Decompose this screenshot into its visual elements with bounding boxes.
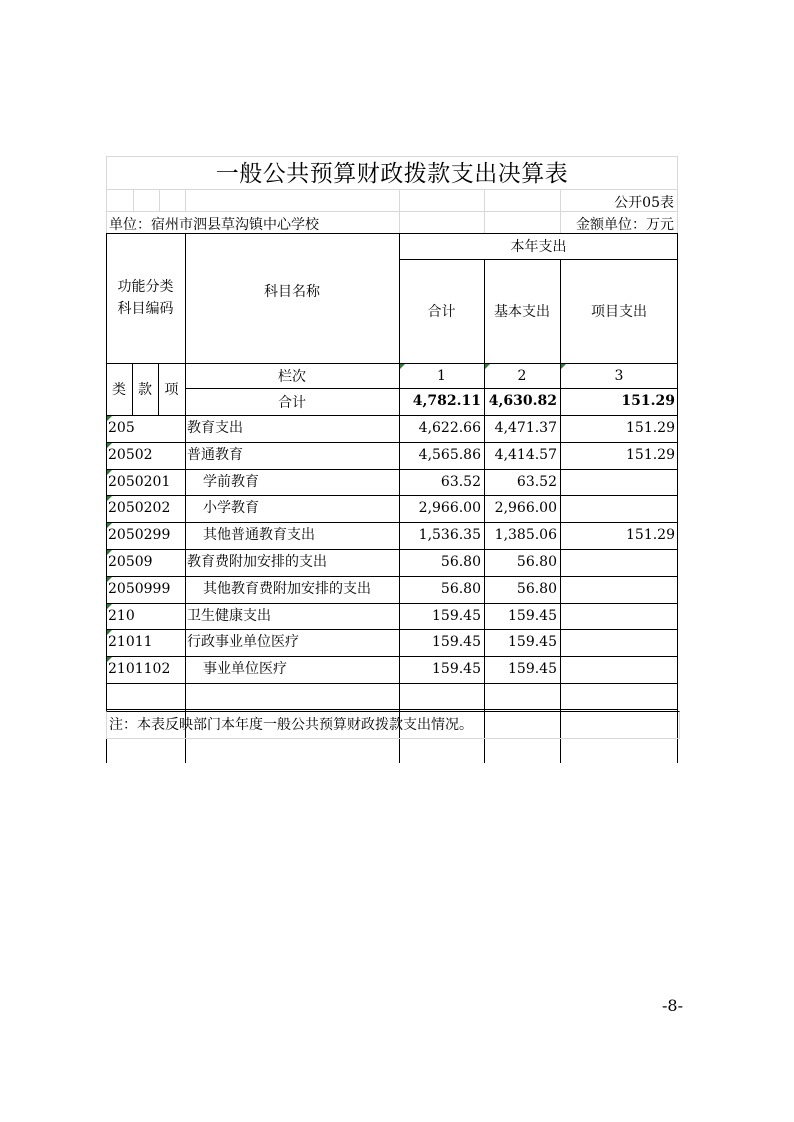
cell-marker-icon: [107, 657, 112, 662]
cell-marker-icon: [107, 443, 112, 448]
table-code: 公开05表: [614, 195, 674, 211]
row-code: 20509: [108, 554, 153, 570]
row-basic: 56.80: [516, 554, 557, 570]
table-note: 注：本表反映部门本年度一般公共预算财政拨款支出情况。: [106, 711, 680, 739]
grid-divider: [399, 190, 400, 211]
row-basic: 63.52: [516, 473, 557, 490]
xiang-header: 项: [164, 382, 179, 398]
grid-divider: [399, 212, 400, 233]
row-subject-name: 小学教育: [203, 500, 259, 517]
row-code: 2050299: [108, 527, 171, 544]
row-basic: 159.45: [508, 607, 557, 624]
row-total: 159.45: [432, 634, 481, 651]
row-total: 4,622.66: [418, 420, 481, 436]
sheet-title: 一般公共预算财政拨款支出决算表: [107, 157, 677, 190]
row-code: 2050999: [108, 580, 171, 597]
grid-divider: [185, 190, 186, 211]
sum-project: 151.29: [621, 393, 675, 409]
row-subject-name: 学前教育: [203, 473, 259, 490]
cell-marker-icon: [561, 364, 566, 369]
unit-row: [107, 212, 677, 233]
cell-marker-icon: [107, 577, 112, 582]
grid-divider: [560, 212, 561, 233]
blank-row-divider: [106, 709, 678, 710]
row-basic: 4,471.37: [494, 420, 557, 436]
row-project: 151.29: [626, 446, 675, 463]
row-code: 2050201: [108, 473, 171, 490]
row-total: 56.80: [440, 554, 481, 570]
column-no-1: 1: [437, 367, 446, 384]
grid-divider: [159, 190, 160, 211]
row-total: 63.52: [440, 473, 481, 490]
row-total: 159.45: [432, 661, 481, 678]
grid-divider: [133, 190, 134, 211]
page-number: -8-: [662, 996, 683, 1015]
grid-divider: [560, 190, 561, 211]
row-project: [560, 576, 678, 603]
row-total: 1,536.35: [418, 527, 481, 544]
table-code-row: [107, 190, 677, 212]
func-class-header: 功能分类 科目编码: [117, 279, 174, 317]
sum-total: 4,782.11: [412, 393, 481, 409]
cell-marker-icon: [107, 523, 112, 528]
row-divider: [106, 683, 678, 684]
cell-marker-icon: [107, 496, 112, 501]
kuan-header: 款: [138, 382, 152, 398]
row-subject-name: 普通教育: [187, 446, 243, 463]
row-project: [560, 656, 678, 683]
row-project: 151.29: [626, 420, 675, 436]
grid-divider: [484, 190, 485, 211]
row-project: [560, 603, 678, 630]
row-subject-name: 教育支出: [187, 420, 243, 436]
cell-marker-icon: [107, 470, 112, 475]
project-header: 项目支出: [591, 304, 647, 320]
row-project: [560, 549, 678, 576]
row-code: 20502: [108, 446, 153, 463]
unit-label: 单位：宿州市泗县草沟镇中心学校: [109, 217, 319, 233]
total-header: 合计: [427, 304, 456, 320]
row-subject-name: 其他普通教育支出: [203, 527, 315, 544]
grid-divider: [484, 212, 485, 233]
row-code: 205: [108, 420, 135, 436]
row-subject-name: 事业单位医疗: [203, 661, 287, 678]
row-basic: 159.45: [508, 661, 557, 678]
row-subject-name: 卫生健康支出: [187, 607, 271, 624]
row-basic: 1,385.06: [494, 527, 557, 544]
budget-table: [106, 233, 678, 710]
cell-marker-icon: [107, 550, 112, 555]
column-no-label: 栏次: [278, 368, 306, 385]
row-project: [560, 629, 678, 656]
budget-sheet: [106, 156, 678, 710]
row-total: 4,565.86: [418, 446, 481, 463]
row-basic: 4,414.57: [494, 446, 557, 463]
cell-marker-icon: [107, 604, 112, 609]
row-subject-name: 行政事业单位医疗: [187, 634, 299, 651]
cell-marker-icon: [107, 630, 112, 635]
row-total: 159.45: [432, 607, 481, 624]
column-no-2: 2: [517, 367, 527, 384]
cell-marker-icon: [485, 364, 490, 369]
basic-header: 基本支出: [494, 304, 550, 320]
row-project: 151.29: [626, 527, 675, 544]
row-basic: 56.80: [516, 580, 557, 597]
cell-marker-icon: [107, 416, 112, 421]
current-year-header: 本年支出: [510, 239, 567, 255]
sheet-header-frame: [106, 156, 678, 233]
row-subject-name: 其他教育费附加安排的支出: [203, 580, 371, 597]
row-project: [560, 469, 678, 496]
sum-label: 合计: [278, 394, 306, 411]
row-project: [560, 495, 678, 522]
subject-name-header: 科目名称: [264, 284, 320, 300]
row-code: 21011: [108, 634, 153, 651]
row-basic: 2,966.00: [494, 500, 557, 517]
sum-basic: 4,630.82: [488, 393, 557, 409]
row-subject-name: 教育费附加安排的支出: [187, 554, 327, 570]
column-no-3: 3: [614, 367, 624, 384]
row-total: 56.80: [440, 580, 481, 597]
row-code: 2050202: [108, 500, 171, 517]
lei-header: 类: [112, 382, 126, 398]
cell-marker-icon: [400, 364, 405, 369]
amount-unit: 金额单位：万元: [576, 217, 674, 233]
row-total: 2,966.00: [418, 500, 481, 517]
row-basic: 159.45: [508, 634, 557, 651]
row-code: 210: [108, 607, 135, 624]
row-code: 2101102: [108, 661, 171, 678]
